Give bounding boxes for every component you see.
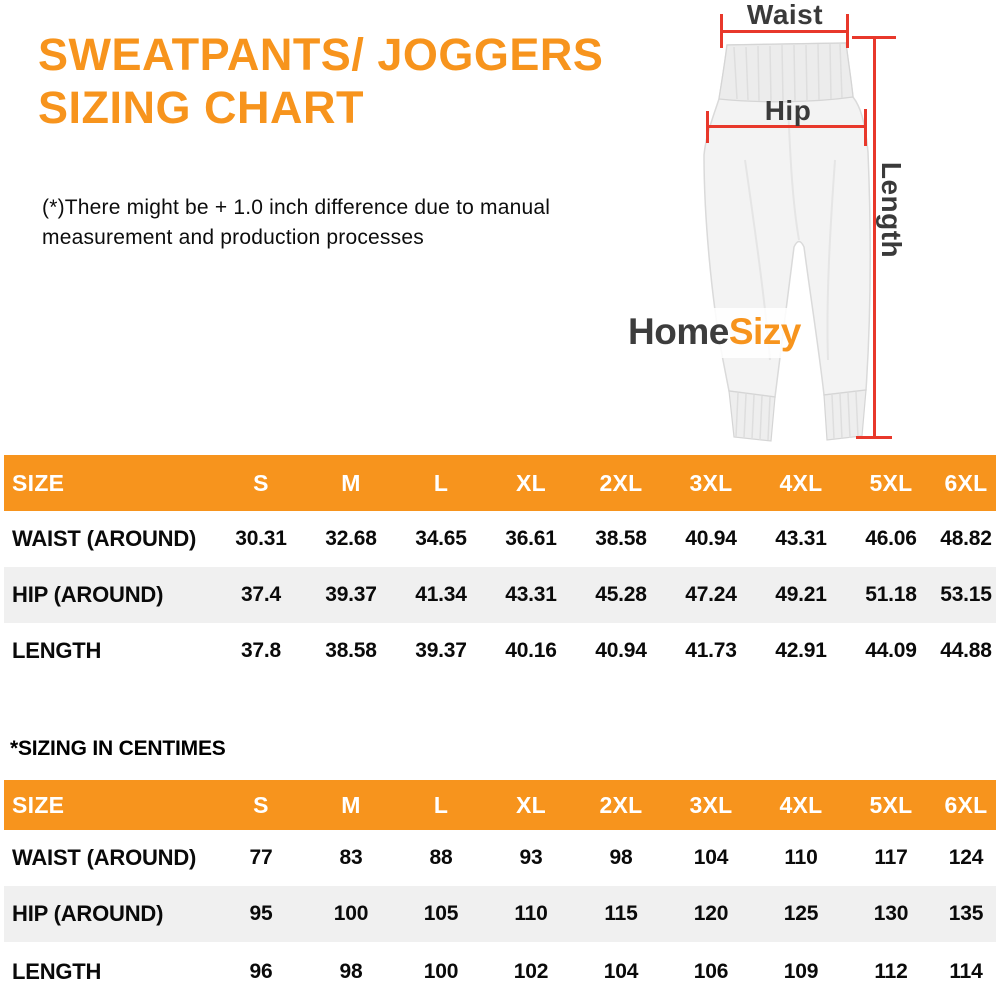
measurement-value: 110 [784,846,818,869]
pants-measurement-diagram [0,0,1000,455]
measurement-value: 98 [339,959,363,983]
row-label: HIP (AROUND) [12,901,164,926]
column-header-l: L [396,455,486,511]
measurement-value: 48.82 [940,527,992,550]
cm-section-heading: *SIZING IN CENTIMES [10,737,226,760]
table-row [4,567,996,623]
measurement-value: 37.8 [240,639,282,662]
measurement-value: 40.16 [505,639,557,662]
measurement-value: 41.34 [415,583,467,606]
row-label: LENGTH [12,638,102,663]
measurement-value: 38.58 [325,639,377,662]
measurement-value: 43.31 [505,583,557,606]
row-label: HIP (AROUND) [12,582,164,607]
measurement-value: 45.28 [595,583,647,606]
measurement-value: 135 [948,902,984,925]
length-measure-tick-top [852,36,896,39]
disclaimer-text: (*)There might be + 1.0 inch difference due to manual measurement and production processes [42,196,551,249]
measurement-value: 130 [873,902,909,925]
column-header-s: S [216,455,306,511]
column-header-m: M [306,455,396,511]
waist-measure-tick-right [846,14,849,48]
column-header-l: L [396,780,486,830]
column-header-size: SIZE [4,455,216,511]
measurement-value: 109 [783,959,819,983]
length-measure-label: Length [876,161,907,259]
table-header-row [4,455,996,511]
table-row [4,830,996,886]
waist-measure-label: Waist [746,0,824,30]
measurement-value: 34.65 [415,527,467,550]
brand-logo [622,308,811,358]
measurement-value: 120 [693,902,729,925]
measurement-value: 96 [249,959,273,983]
measurement-value: 42.91 [775,639,827,662]
column-header-5xl: 5XL [846,780,936,830]
joggers-illustration [620,0,1000,455]
measurement-value: 104 [603,959,639,983]
measurement-value: 105 [423,902,459,925]
table-row [4,511,996,567]
measurement-value: 36.61 [505,527,557,550]
measurement-value: 114 [949,959,983,983]
measurement-value: 104 [693,846,729,869]
measurement-value: 40.94 [685,527,737,550]
row-label: WAIST (AROUND) [12,526,197,551]
column-header-size: SIZE [4,780,216,830]
measurement-value: 51.18 [865,583,917,606]
measurement-value: 102 [513,959,549,983]
row-label: LENGTH [12,958,102,984]
table-row [4,942,996,1000]
measurement-value: 83 [339,846,363,869]
measurement-value: 124 [948,846,984,869]
measurement-value: 93 [519,846,543,869]
measurement-value: 46.06 [865,527,917,550]
page-title-line-1: SWEATPANTS/ JOGGERS [38,29,604,80]
hip-measure-label: Hip [764,95,812,126]
brand-logo-sizy: Sizy [728,311,801,352]
measurement-value: 88 [429,846,453,869]
measurement-value: 95 [249,902,273,925]
measurement-value: 43.31 [775,527,827,550]
sizing-table-inches [4,455,996,679]
column-header-s: S [216,780,306,830]
measurement-value: 100 [333,902,369,925]
measurement-value: 100 [423,959,459,983]
measurement-value: 115 [604,902,638,925]
measurement-value: 44.88 [940,639,992,662]
column-header-m: M [306,780,396,830]
measurement-value: 44.09 [865,639,917,662]
measurement-value: 39.37 [325,583,377,606]
measurement-value: 77 [249,846,273,869]
waist-measure-tick-left [720,14,723,48]
hip-measure-tick-right [864,109,867,146]
column-header-3xl: 3XL [666,455,756,511]
column-header-xl: XL [486,780,576,830]
measurement-value: 110 [514,902,548,925]
column-header-6xl: 6XL [936,455,996,511]
column-header-6xl: 6XL [936,780,996,830]
sizing-table-centimeters [4,780,996,1000]
column-header-2xl: 2XL [576,455,666,511]
hip-measure-tick-left [706,111,709,143]
measurement-value: 49.21 [775,583,827,606]
row-label: WAIST (AROUND) [12,845,197,870]
table-row [4,623,996,679]
measurement-value: 106 [693,959,729,983]
column-header-xl: XL [486,455,576,511]
measurement-value: 40.94 [595,639,647,662]
measurement-value: 117 [874,846,908,869]
measurement-value: 30.31 [235,527,287,550]
column-header-5xl: 5XL [846,455,936,511]
column-header-3xl: 3XL [666,780,756,830]
measurement-value: 41.73 [685,639,737,662]
measurement-value: 125 [783,902,819,925]
table-row [4,886,996,942]
measurement-value: 98 [609,846,633,869]
brand-logo-home: Home [628,311,729,352]
column-header-4xl: 4XL [756,780,846,830]
column-header-4xl: 4XL [756,455,846,511]
measurement-value: 39.37 [415,639,467,662]
length-measure-tick-bottom [856,436,892,439]
table-header-row [4,780,996,830]
measurement-value: 47.24 [685,583,737,606]
measurement-value: 32.68 [325,527,377,550]
page-title-line-2: SIZING CHART [38,82,364,133]
measurement-value: 53.15 [940,583,992,606]
measurement-value: 112 [874,959,908,983]
measurement-value: 38.58 [595,527,647,550]
measurement-value: 37.4 [240,583,282,606]
column-header-2xl: 2XL [576,780,666,830]
